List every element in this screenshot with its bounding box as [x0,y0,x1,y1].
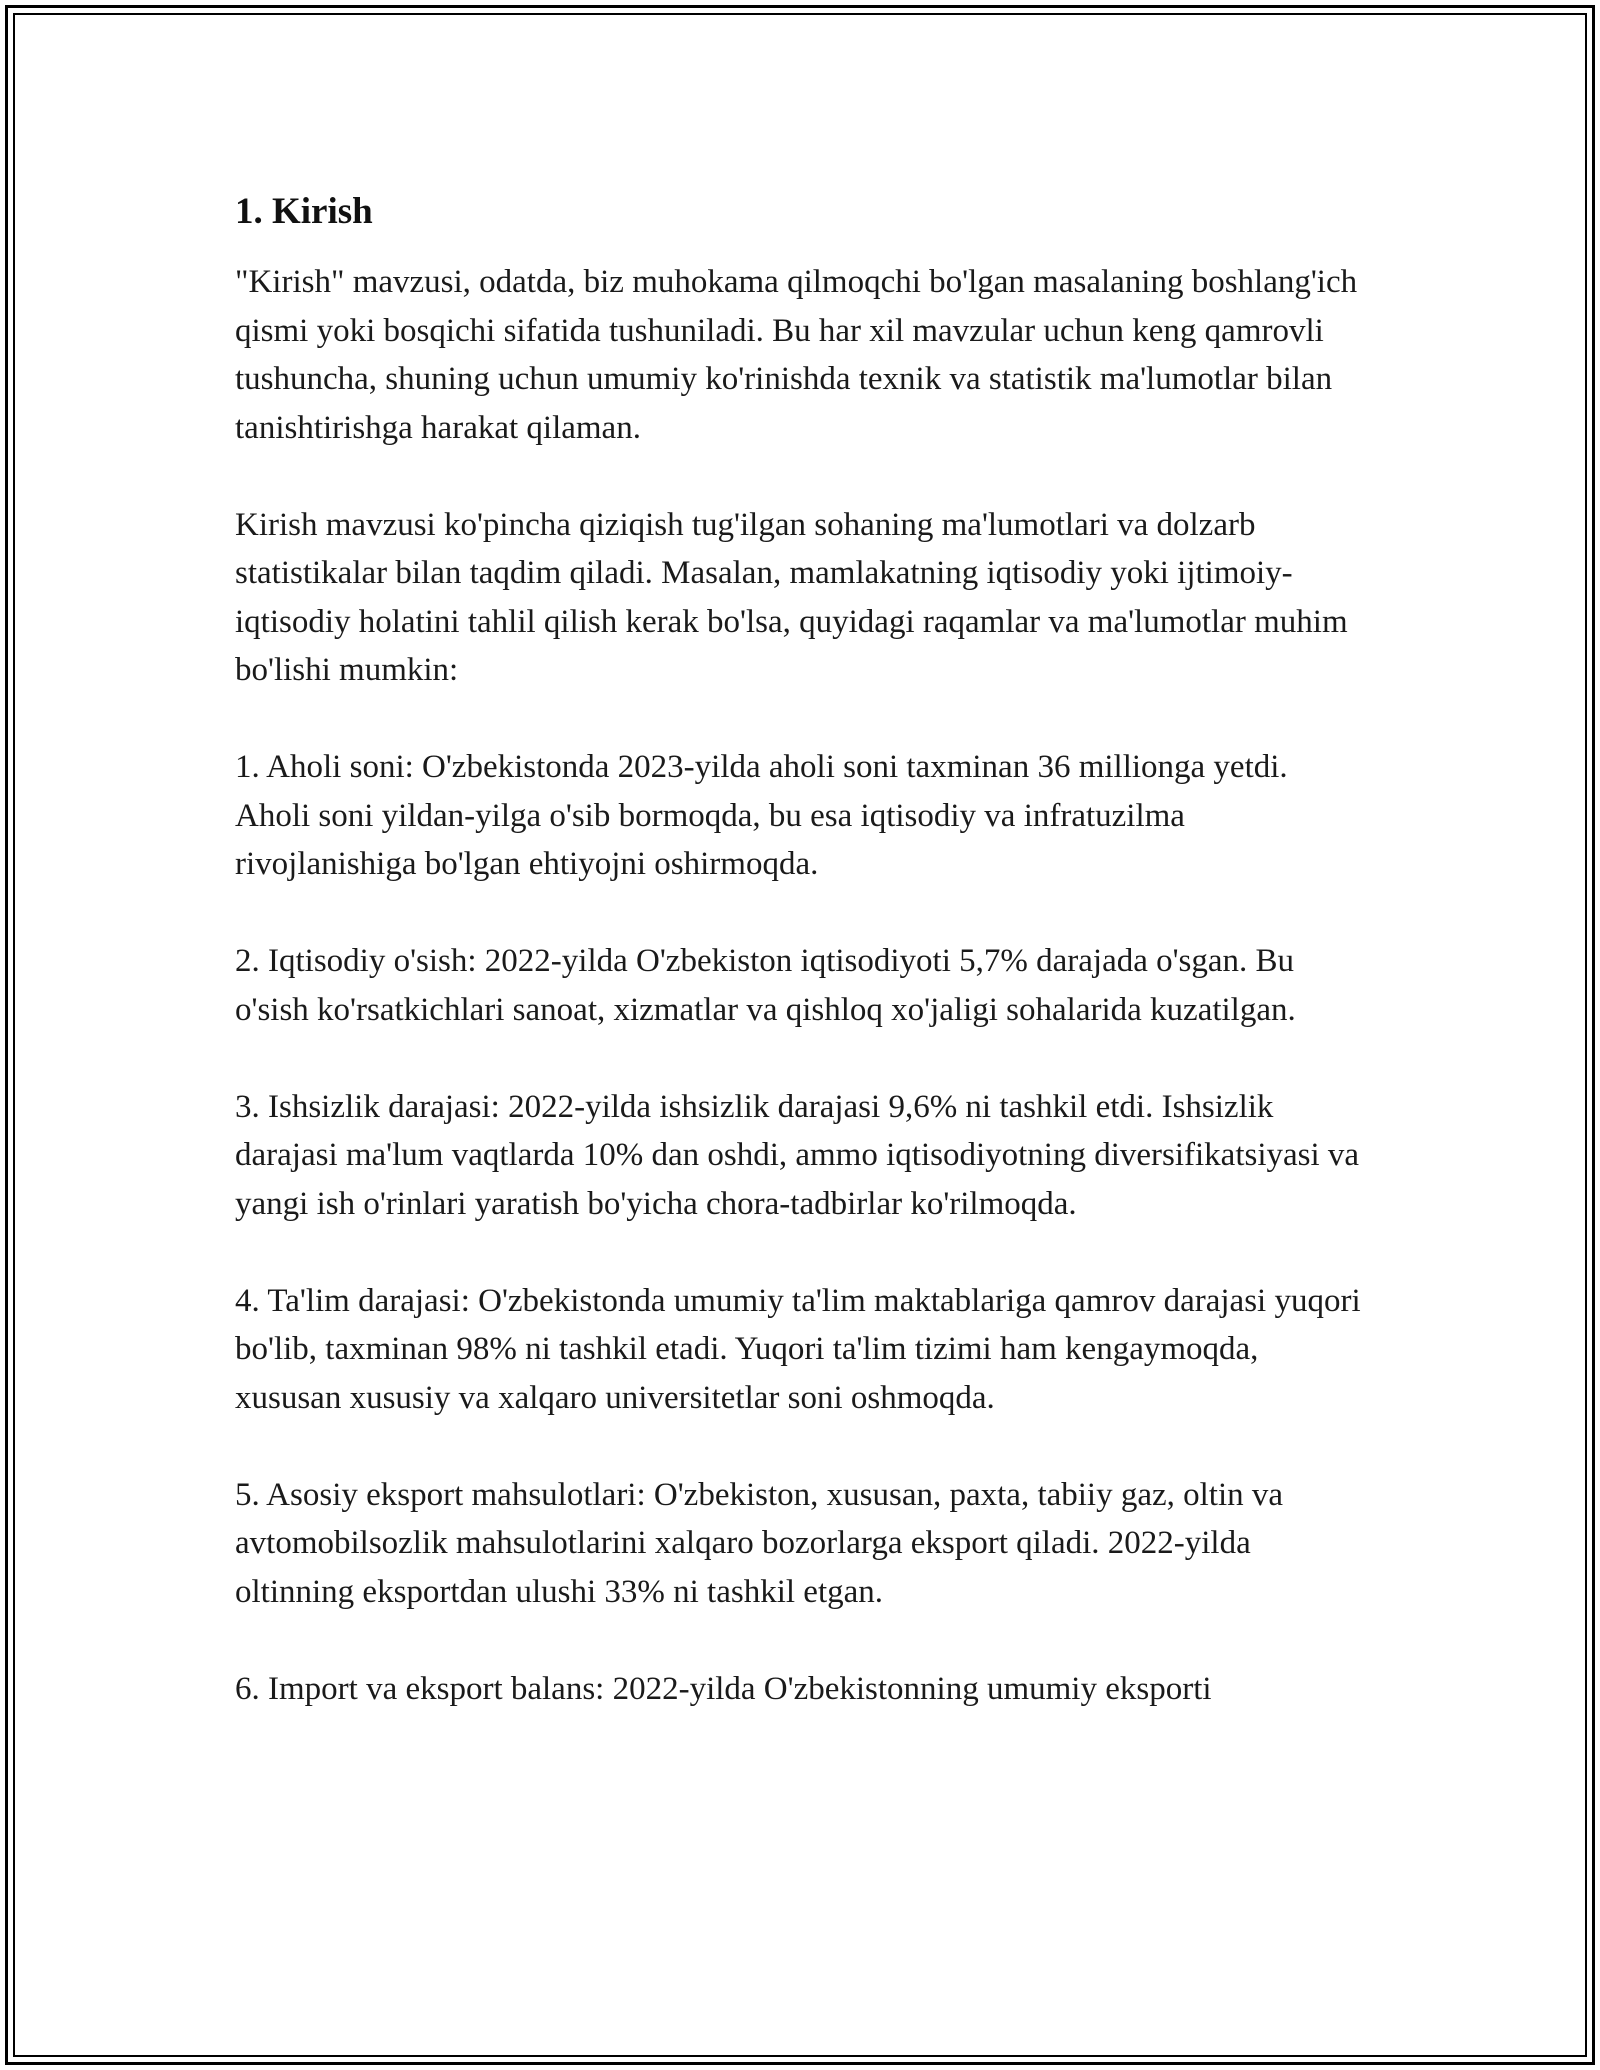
paragraph-context: Kirish mavzusi ko'pincha qiziqish tug'ilgan sohaning ma'lumotlari va dolzarb statistikalar bilan taqdim qiladi. Masalan, mamlakatning iqtisodiy yoki ijtimoiy-iqtisodiy holatini tahlil qilish kerak bo'lsa, quyidagi raqamlar va ma'lumotlar muhim bo'lishi mumkin: [235,506,1348,688]
list-item-education: 4. Ta'lim darajasi: O'zbekistonda umumiy ta'lim maktablariga qamrov darajasi yuqori bo'lib, taxminan 98% ni tashkil etadi. Yuqori ta'lim tizimi ham kengaymoqda, xususan xususiy va xalqaro universitetlar soni oshmoqda. [235,1282,1361,1416]
list-item-unemployment: 3. Ishsizlik darajasi: 2022-yilda ishsizlik darajasi 9,6% ni tashkil etdi. Ishsizlik darajasi ma'lum vaqtlarda 10% dan oshdi, ammo iqtisodiyotning diversifikatsiyasi va yangi ish o'rinlari yaratish bo'yicha chora-tadbirlar ko'rilmoqda. [235,1088,1360,1222]
list-item-exports: 5. Asosiy eksport mahsulotlari: O'zbekiston, xususan, paxta, tabiiy gaz, oltin va avtomobilsozlik mahsulotlarini xalqaro bozorlarga eksport qiladi. 2022-yilda oltinning eksportdan ulushi 33% ni tashkil etgan. [235,1476,1284,1610]
paragraph-intro: "Kirish" mavzusi, odatda, biz muhokama qilmoqchi bo'lgan masalaning boshlang'ich qismi yoki bosqichi sifatida tushuniladi. Bu har xil mavzular uchun keng qamrovli tushuncha, shuning uchun umumiy ko'rinishda texnik va statistik ma'lumotlar bilan tanishtirishga harakat qilaman. [235,264,1358,446]
document-body [235,188,1365,1713]
section-heading: 1. Kirish [235,191,373,232]
list-item-trade-balance: 6. Import va eksport balans: 2022-yilda O'zbekistonning umumiy eksporti [235,1670,1212,1707]
list-item-population: 1. Aholi soni: O'zbekistonda 2023-yilda aholi soni taxminan 36 millionga yetdi. Aholi soni yildan-yilga o'sib bormoqda, bu esa iqtisodiy va infratuzilma rivojlanishiga bo'lgan ehtiyojni oshirmoqda. [235,749,1288,882]
list-item-economic-growth: 2. Iqtisodiy o'sish: 2022-yilda O'zbekiston iqtisodiyoti 5,7% darajada o'sgan. Bu o'sish ko'rsatkichlari sanoat, xizmatlar va qishloq xo'jaligi sohalarida kuzatilgan. [235,943,1296,1028]
